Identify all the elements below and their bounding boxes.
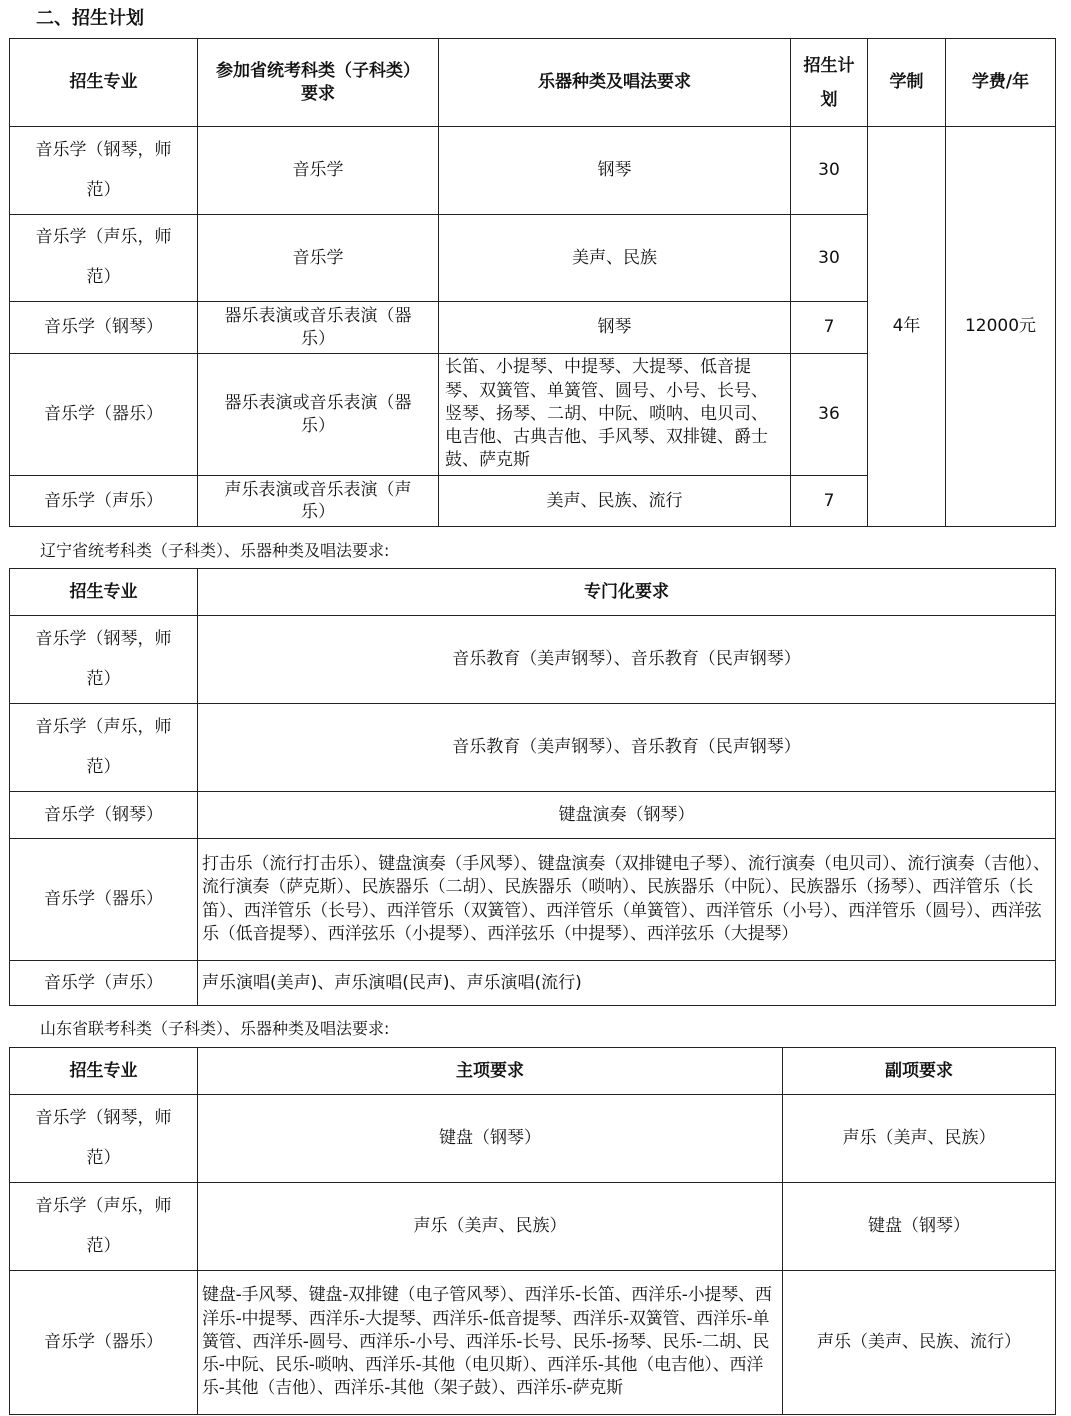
main-requirement-cell: 键盘-手风琴、键盘-双排键（电子管风琴）、西洋乐-长笛、西洋乐-小提琴、西洋乐-中提琴、西洋乐-大提琴、西洋乐-低音提琴、西洋乐-双簧管、西洋乐-单簧管、西洋乐-圆号、西洋乐-小号、西洋乐-长号、民乐-扬琴、民乐-二胡、民乐-中阮、民乐-唢呐、西洋乐-其他（电贝斯）、西洋乐-其他（电吉他）、西洋乐-其他（吉他）、西洋乐-其他（架子鼓）、西洋乐-萨克斯 [198, 1271, 783, 1415]
tuition-cell: 12000元 [946, 127, 1056, 527]
plan-cell: 30 [791, 127, 868, 215]
duration-cell: 4年 [868, 127, 946, 527]
table-row [10, 1095, 1056, 1183]
minor-requirement-cell: 声乐（美声、民族、流行） [783, 1271, 1056, 1415]
major-cell: 音乐学（声乐） [10, 476, 198, 527]
table-header-row [10, 39, 1056, 127]
plan-cell: 30 [791, 215, 868, 302]
header-main-requirement: 主项要求 [198, 1048, 783, 1095]
table-row [10, 127, 1056, 215]
requirement-cell: 声乐演唱(美声)、声乐演唱(民声)、声乐演唱(流行) [198, 961, 1056, 1006]
section-title: 二、招生计划 [36, 8, 144, 29]
main-requirement-cell: 键盘（钢琴） [198, 1095, 783, 1183]
table-row [10, 616, 1056, 704]
header-minor-requirement: 副项要求 [783, 1048, 1056, 1095]
header-specialization: 专门化要求 [198, 569, 1056, 616]
major-cell: 音乐学（器乐） [10, 354, 198, 476]
main-requirement-cell: 声乐（美声、民族） [198, 1183, 783, 1271]
header-exam-requirement: 参加省统考科类（子科类）要求 [198, 39, 439, 127]
major-cell: 音乐学（钢琴，师范） [10, 1095, 198, 1183]
requirement-cell: 音乐教育（美声钢琴）、音乐教育（民声钢琴） [198, 704, 1056, 792]
major-cell: 音乐学（器乐） [10, 839, 198, 961]
liaoning-caption: 辽宁省统考科类（子科类）、乐器种类及唱法要求: [40, 541, 390, 560]
header-major: 招生专业 [10, 1048, 198, 1095]
instrument-cell: 钢琴 [439, 302, 791, 354]
exam-cell: 器乐表演或音乐表演（器乐） [198, 354, 439, 476]
plan-cell: 7 [791, 476, 868, 527]
header-major: 招生专业 [10, 39, 198, 127]
liaoning-table [9, 568, 1056, 1006]
table-row [10, 1183, 1056, 1271]
shandong-caption: 山东省联考科类（子科类）、乐器种类及唱法要求: [40, 1019, 390, 1038]
plan-cell: 7 [791, 302, 868, 354]
enrollment-plan-table [9, 38, 1056, 527]
exam-cell: 声乐表演或音乐表演（声乐） [198, 476, 439, 527]
instrument-cell: 美声、民族 [439, 215, 791, 302]
table-header-row [10, 569, 1056, 616]
major-cell: 音乐学（声乐，师范） [10, 215, 198, 302]
header-duration: 学制 [868, 39, 946, 127]
minor-requirement-cell: 声乐（美声、民族） [783, 1095, 1056, 1183]
requirement-cell: 打击乐（流行打击乐）、键盘演奏（手风琴）、键盘演奏（双排键电子琴）、流行演奏（电贝司）、流行演奏（吉他）、流行演奏（萨克斯）、民族器乐（二胡）、民族器乐（唢呐）、民族器乐（中阮）、民族器乐（扬琴）、西洋管乐（长笛）、西洋管乐（长号）、西洋管乐（双簧管）、西洋管乐（单簧管）、西洋管乐（小号）、西洋管乐（圆号）、西洋弦乐（低音提琴）、西洋弦乐（小提琴）、西洋弦乐（中提琴）、西洋弦乐（大提琴） [198, 839, 1056, 961]
table-row [10, 961, 1056, 1006]
requirement-cell: 键盘演奏（钢琴） [198, 792, 1056, 839]
table-row [10, 704, 1056, 792]
exam-cell: 器乐表演或音乐表演（器乐） [198, 302, 439, 354]
table-header-row [10, 1048, 1056, 1095]
major-cell: 音乐学（声乐，师范） [10, 1183, 198, 1271]
major-cell: 音乐学（器乐） [10, 1271, 198, 1415]
shandong-table [9, 1047, 1056, 1415]
instrument-cell: 美声、民族、流行 [439, 476, 791, 527]
instrument-cell: 钢琴 [439, 127, 791, 215]
instrument-cell: 长笛、小提琴、中提琴、大提琴、低音提琴、双簧管、单簧管、圆号、小号、长号、竖琴、扬琴、二胡、中阮、唢呐、电贝司、电吉他、古典吉他、手风琴、双排键、爵士鼓、萨克斯 [439, 354, 791, 476]
table-row [10, 792, 1056, 839]
requirement-cell: 音乐教育（美声钢琴）、音乐教育（民声钢琴） [198, 616, 1056, 704]
header-plan: 招生计划 [791, 39, 868, 127]
major-cell: 音乐学（钢琴） [10, 302, 198, 354]
major-cell: 音乐学（钢琴，师范） [10, 616, 198, 704]
plan-cell: 36 [791, 354, 868, 476]
minor-requirement-cell: 键盘（钢琴） [783, 1183, 1056, 1271]
exam-cell: 音乐学 [198, 215, 439, 302]
table-row [10, 839, 1056, 961]
header-instrument-requirement: 乐器种类及唱法要求 [439, 39, 791, 127]
major-cell: 音乐学（声乐，师范） [10, 704, 198, 792]
table-row [10, 1271, 1056, 1415]
major-cell: 音乐学（钢琴） [10, 792, 198, 839]
major-cell: 音乐学（声乐） [10, 961, 198, 1006]
major-cell: 音乐学（钢琴，师范） [10, 127, 198, 215]
header-tuition: 学费/年 [946, 39, 1056, 127]
exam-cell: 音乐学 [198, 127, 439, 215]
header-major: 招生专业 [10, 569, 198, 616]
